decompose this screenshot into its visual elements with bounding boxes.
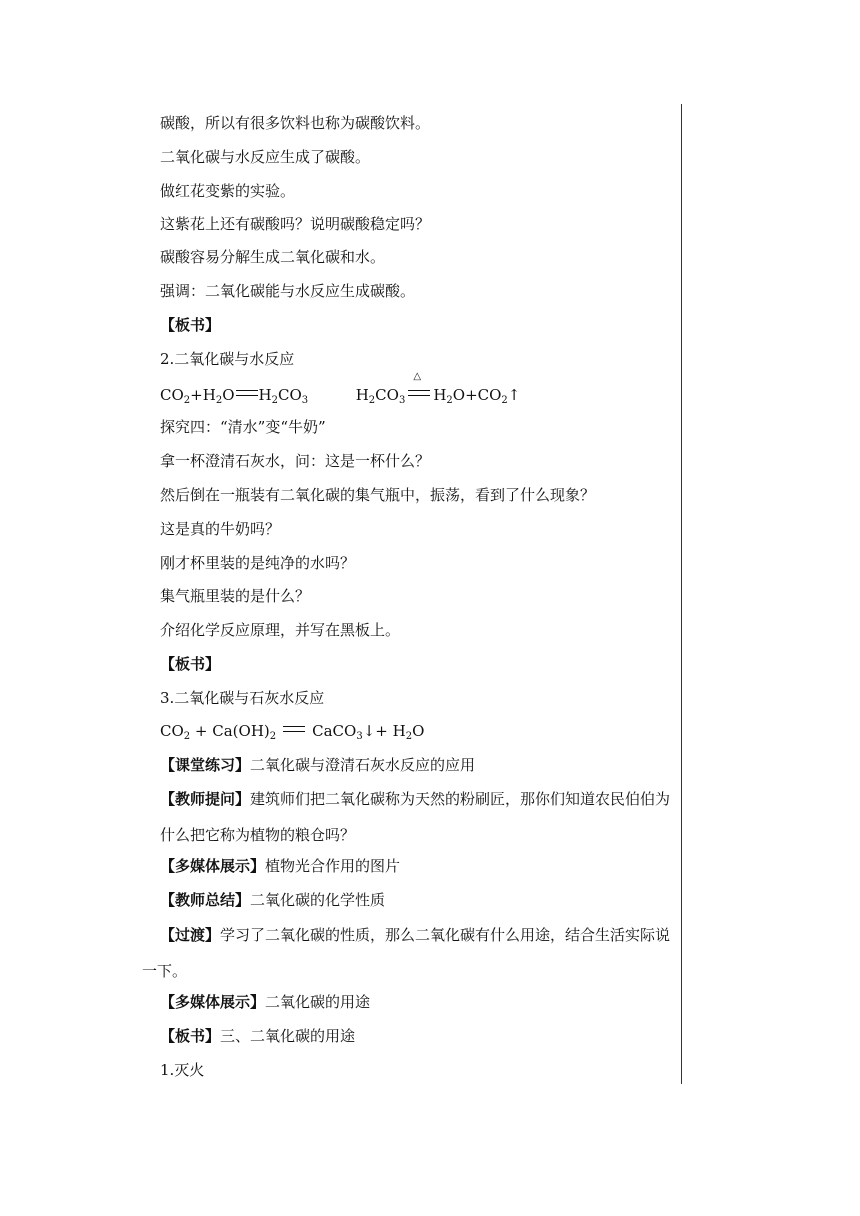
text-line: 做红花变紫的实验。 [160,182,296,200]
section-transition: 【过渡】学习了二氧化碳的性质，那么二氧化碳有什么用途，结合生活实际说一下。 [142,926,671,980]
board-heading: 【板书】 [160,316,221,334]
gas-arrow-icon: ↑ [507,386,521,404]
text-line: 这是真的牛奶吗？ [160,520,281,538]
equals-sign [236,390,258,396]
text-line: 强调：二氧化碳能与水反应生成碳酸。 [160,282,416,300]
text-line: 刚才杯里装的是纯净的水吗？ [160,554,356,572]
text-line: 这紫花上还有碳酸吗？说明碳酸稳定吗？ [160,215,431,233]
text-line: 拿一杯澄清石灰水，问：这是一杯什么？ [160,452,431,470]
equals-sign [283,726,305,732]
section-multimedia-uses: 【多媒体展示】二氧化碳的用途 [160,993,371,1011]
section-teacher-summary: 【教师总结】二氧化碳的化学性质 [160,891,386,909]
heat-triangle-icon: △ [413,371,422,382]
text-line: 碳酸，所以有很多饮料也称为碳酸饮料。 [160,114,431,132]
section-classroom-practice: 【课堂练习】二氧化碳与澄清石灰水反应的应用 [160,756,476,774]
section-teacher-question: 【教师提问】建筑师们把二氧化碳称为天然的粉刷匠，那你们知道农民伯伯为什么把它称为植物的粮仓吗？ [160,790,671,844]
section-board-uses: 【板书】三、二氧化碳的用途 [160,1027,356,1045]
board-heading: 【板书】 [160,655,221,673]
text-line: 碳酸容易分解生成二氧化碳和水。 [160,248,386,266]
equals-sign [408,390,430,396]
equation-carbonic-decomposition: $H_2CO_3$ △ $H_2O+CO_2↑$ [355,371,521,406]
table-border-line [681,104,682,1084]
section-multimedia-photosynthesis: 【多媒体展示】植物光合作用的图片 [160,857,401,875]
text-line: 然后倒在一瓶装有二氧化碳的集气瓶中，振荡，看到了什么现象？ [160,486,596,504]
text-line: 集气瓶里装的是什么？ [160,587,311,605]
text-line: 2.二氧化碳与水反应 [160,350,295,368]
text-line: 介绍化学反应原理，并写在黑板上。 [160,621,401,639]
text-line: 1.灭火 [160,1061,205,1079]
text-line: 探究四：“清水”变“牛奶” [160,418,326,436]
text-line: 3.二氧化碳与石灰水反应 [160,689,325,707]
text-line: 二氧化碳与水反应生成了碳酸。 [160,148,371,166]
equation-co2-limewater: $CO_2 + Ca(OH)_2$ CaCO$_3$↓+ $H_2O$ [160,722,425,742]
equation-co2-water: $CO_2+H_2O$ $H_2CO_3$ $H_2CO_3$ △ $H_2O+CO_2↑$ [160,371,521,406]
